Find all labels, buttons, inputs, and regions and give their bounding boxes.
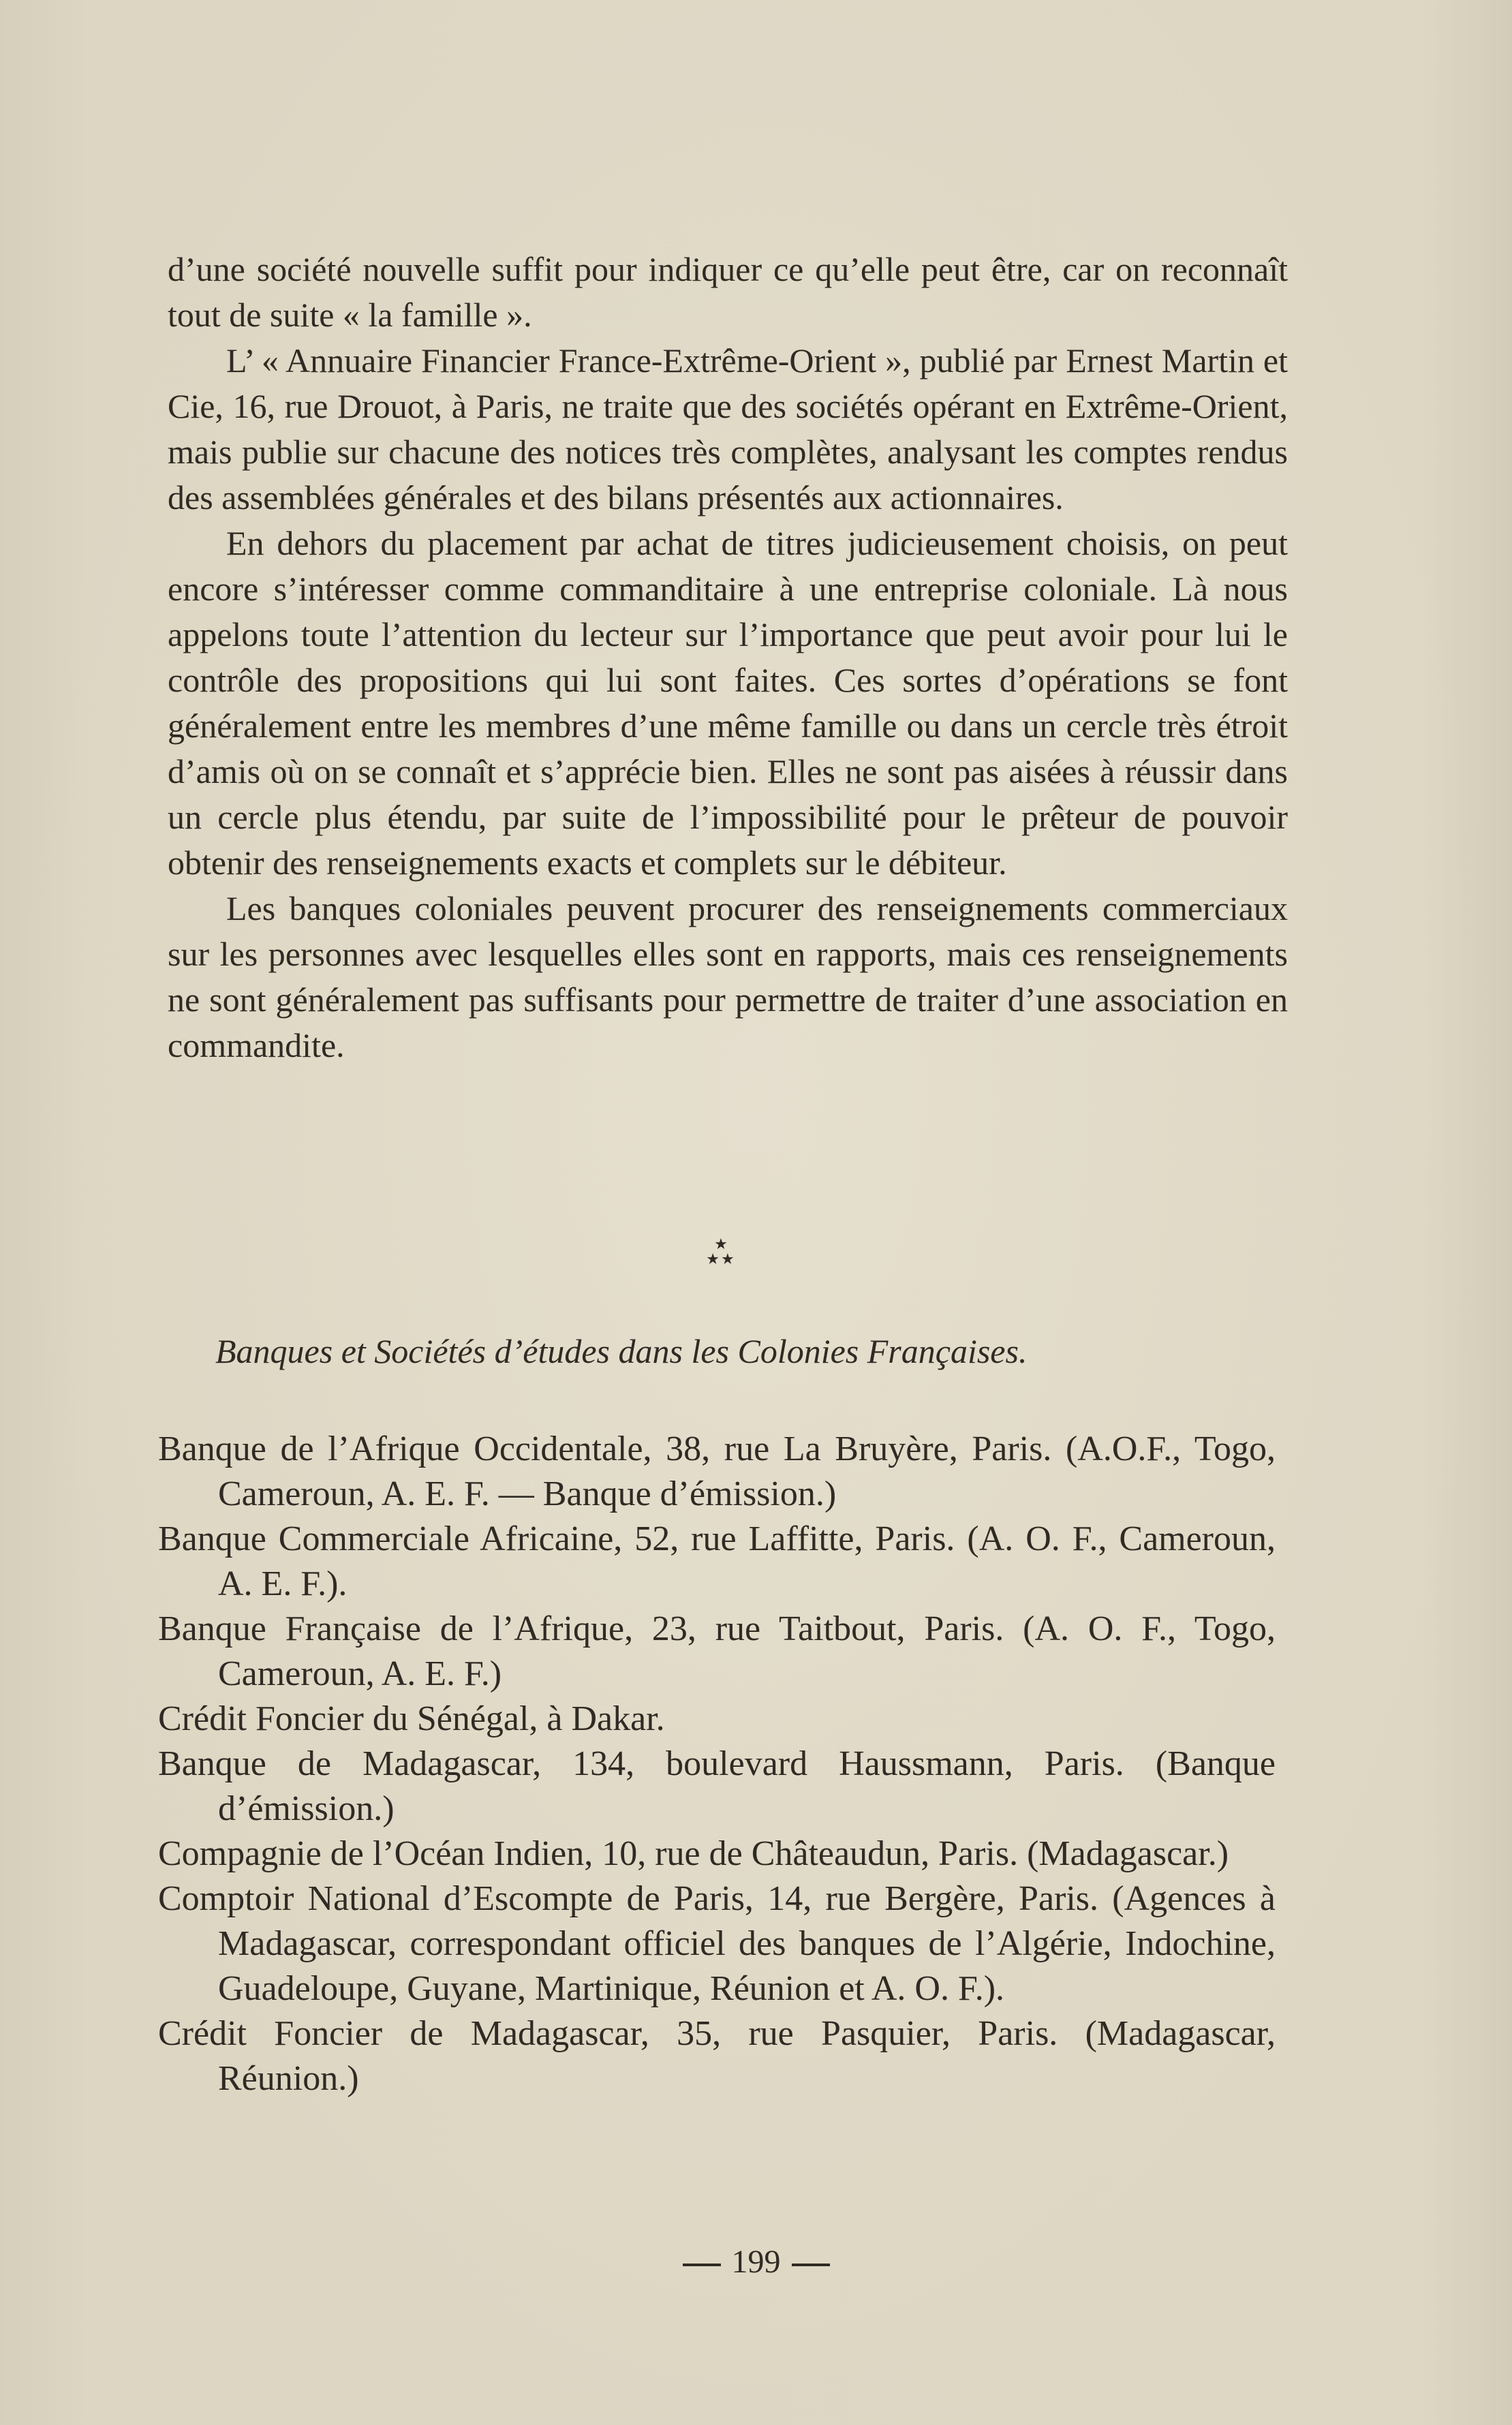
body-text: [168, 247, 1288, 1068]
list-item: Banque de Madagascar, 134, boulevard Haussmann, Paris. (Banque d’émission.): [158, 1744, 1276, 1828]
footer-dash-left: [683, 2264, 721, 2266]
paragraph-continuation: d’une société nouvelle suffit pour indiquer ce qu’elle peut être, car on reconnaît tout de suite « la famille ».: [168, 250, 1288, 334]
page-number: 199: [731, 2244, 781, 2280]
bank-list: [158, 1427, 1276, 2101]
page-footer: [0, 2242, 1512, 2283]
paragraph-commandite: En dehors du placement par achat de titres judicieusement choisis, on peut encore s’intéresser comme commanditaire à une entreprise coloniale. Là nous appelons toute l’attention du lecteur sur l’importance que peut avoir pour lui le contrôle des propositions qui lui sont faites. Ces sortes d’opérations se font généralement entre les membres d’une même famille ou dans un cercle très étroit d’amis où on se connaît et s’apprécie bien. Elles ne sont pas aisées à réussir dans un cercle plus étendu, par suite de l’impossibilité pour le prêteur de pouvoir obtenir des renseignements exacts et complets sur le débiteur.: [168, 524, 1288, 882]
list-item: Banque Commerciale Africaine, 52, rue Laffitte, Paris. (A. O. F., Cameroun, A. E. F.).: [158, 1519, 1276, 1603]
paragraph-banques-coloniales: Les banques coloniales peuvent procurer des renseignements commerciaux sur les personnes avec lesquelles elles sont en rapports, mais ces renseignements ne sont généralement pas suffisants pour permettre de traiter d’une association en commandite.: [168, 889, 1288, 1064]
list-item: Compagnie de l’Océan Indien, 10, rue de Châteaudun, Paris. (Madagascar.): [158, 1834, 1229, 1873]
list-item: Crédit Foncier de Madagascar, 35, rue Pasquier, Paris. (Madagascar, Réunion.): [158, 2014, 1276, 2098]
list-item: Comptoir National d’Escompte de Paris, 14, rue Bergère, Paris. (Agences à Madagascar, correspondant officiel des banques de l’Algérie, Indochine, Guadeloupe, Guyane, Martinique, Réunion et A. O. F.).: [158, 1879, 1276, 2008]
list-item: Banque de l’Afrique Occidentale, 38, rue La Bruyère, Paris. (A.O.F., Togo, Cameroun, A. E. F. — Banque d’émission.): [158, 1430, 1276, 1513]
footer-dash-right: [792, 2264, 830, 2266]
section-title: Banques et Sociétés d’études dans les Colonies Françaises.: [215, 1332, 1028, 1370]
list-item: Crédit Foncier du Sénégal, à Dakar.: [158, 1699, 665, 1738]
paragraph-annuaire: L’ « Annuaire Financier France-Extrême-Orient », publié par Ernest Martin et Cie, 16, rue Drouot, à Paris, ne traite que des sociétés opérant en Extrême-Orient, mais publie sur chacune des notices très complètes, analysant les comptes rendus des assemblées générales et des bilans présentés aux actionnaires.: [168, 341, 1288, 516]
asterism-ornament: ★ ★★: [706, 1235, 736, 1267]
list-item: Banque Française de l’Afrique, 23, rue Taitbout, Paris. (A. O. F., Togo, Cameroun, A. E. F.): [158, 1609, 1276, 1693]
